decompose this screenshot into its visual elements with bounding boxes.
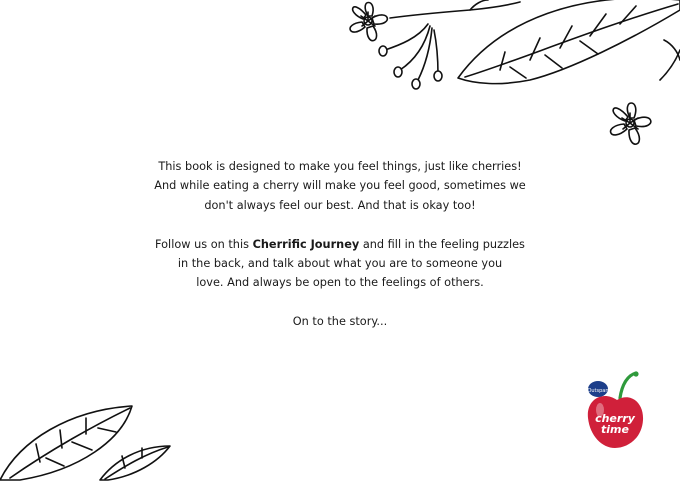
logo-word-time: time [601, 423, 629, 436]
text-line: And while eating a cherry will make you feel good, sometimes we [154, 179, 526, 193]
intro-paragraph-1 [140, 157, 540, 215]
text-line: love. And always be open to the feelings of others. [196, 276, 484, 290]
text-line: in the back, and talk about what you are to someone you [177, 257, 503, 271]
logo-word-cherry: cherry [595, 412, 635, 425]
intro-paragraph-2 [140, 235, 540, 293]
closing-line: On to the story... [292, 315, 388, 329]
cherry-blossom-illustration [330, 0, 680, 160]
text-line: and fill in the feeling puzzles [359, 237, 525, 251]
text-line: Follow us on this [155, 237, 253, 251]
badge-text: Outspan [587, 388, 609, 394]
text-line: don't always feel our best. And that is okay too! [204, 198, 476, 212]
journey-emphasis: Cherrific Journey [252, 237, 360, 251]
text-line: This book is designed to make you feel things, just like cherries! [158, 160, 522, 173]
intro-text [140, 157, 540, 332]
cherry-time-logo [584, 370, 650, 452]
leaf-illustration [0, 400, 175, 481]
